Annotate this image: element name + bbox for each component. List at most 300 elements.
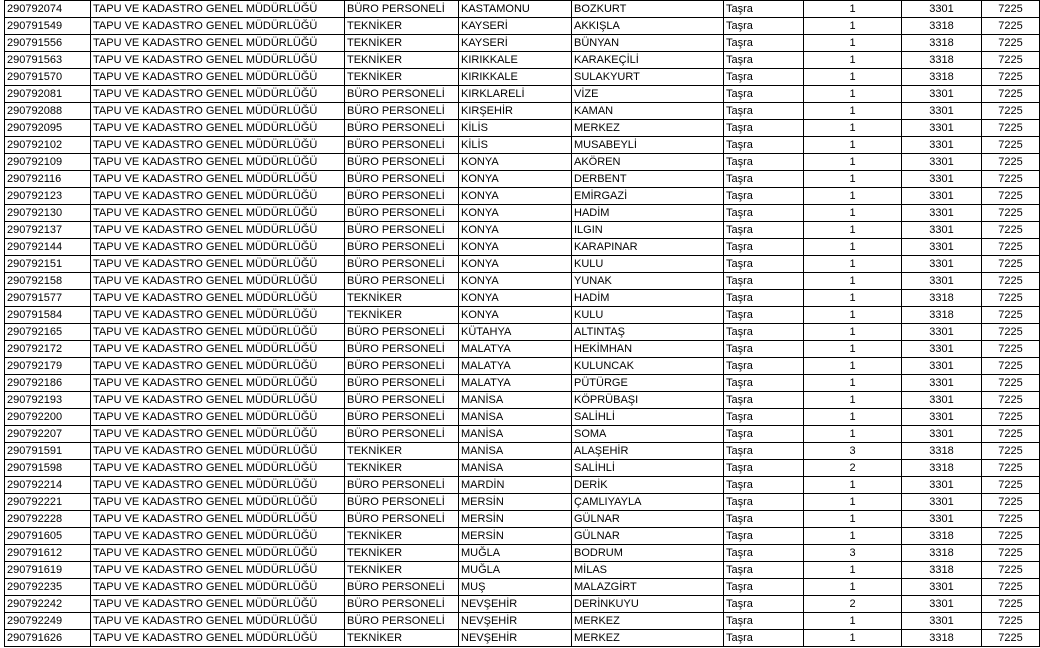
district-cell: KARAPINAR xyxy=(572,239,724,256)
institution-cell: TAPU VE KADASTRO GENEL MÜDÜRLÜĞÜ xyxy=(91,545,345,562)
location-type-cell: Taşra xyxy=(724,137,804,154)
institution-cell: TAPU VE KADASTRO GENEL MÜDÜRLÜĞÜ xyxy=(91,324,345,341)
table-row xyxy=(5,205,1040,222)
title-cell: BÜRO PERSONELİ xyxy=(345,222,459,239)
province-cell: MANİSA xyxy=(459,426,572,443)
province-cell: KIRIKKALE xyxy=(459,52,572,69)
institution-cell: TAPU VE KADASTRO GENEL MÜDÜRLÜĞÜ xyxy=(91,562,345,579)
law-code-cell: 3301 xyxy=(902,103,982,120)
district-cell: SALİHLİ xyxy=(572,409,724,426)
law-code-cell: 3301 xyxy=(902,137,982,154)
quota-cell: 1 xyxy=(804,239,902,256)
law-code-cell: 3301 xyxy=(902,171,982,188)
institution-cell: TAPU VE KADASTRO GENEL MÜDÜRLÜĞÜ xyxy=(91,511,345,528)
position-code-cell: 290792242 xyxy=(5,596,91,613)
quota-cell: 1 xyxy=(804,358,902,375)
province-cell: NEVŞEHİR xyxy=(459,596,572,613)
table-row xyxy=(5,307,1040,324)
district-cell: MUSABEYLİ xyxy=(572,137,724,154)
location-type-cell: Taşra xyxy=(724,477,804,494)
quota-cell: 1 xyxy=(804,1,902,18)
institution-cell: TAPU VE KADASTRO GENEL MÜDÜRLÜĞÜ xyxy=(91,579,345,596)
position-code-cell: 290792179 xyxy=(5,358,91,375)
location-type-cell: Taşra xyxy=(724,392,804,409)
title-cell: BÜRO PERSONELİ xyxy=(345,273,459,290)
location-type-cell: Taşra xyxy=(724,511,804,528)
province-cell: KONYA xyxy=(459,154,572,171)
table-row xyxy=(5,426,1040,443)
title-cell: BÜRO PERSONELİ xyxy=(345,358,459,375)
province-cell: KONYA xyxy=(459,307,572,324)
location-type-cell: Taşra xyxy=(724,103,804,120)
cadre-code-cell: 7225 xyxy=(982,528,1040,545)
cadre-code-cell: 7225 xyxy=(982,137,1040,154)
district-cell: EMİRGAZİ xyxy=(572,188,724,205)
position-table xyxy=(4,0,1040,647)
institution-cell: TAPU VE KADASTRO GENEL MÜDÜRLÜĞÜ xyxy=(91,86,345,103)
quota-cell: 1 xyxy=(804,86,902,103)
title-cell: BÜRO PERSONELİ xyxy=(345,86,459,103)
position-code-cell: 290792235 xyxy=(5,579,91,596)
table-row xyxy=(5,324,1040,341)
quota-cell: 1 xyxy=(804,205,902,222)
cadre-code-cell: 7225 xyxy=(982,613,1040,630)
district-cell: KAMAN xyxy=(572,103,724,120)
cadre-code-cell: 7225 xyxy=(982,358,1040,375)
position-code-cell: 290792172 xyxy=(5,341,91,358)
table-row xyxy=(5,511,1040,528)
position-code-cell: 290792095 xyxy=(5,120,91,137)
province-cell: KİLİS xyxy=(459,137,572,154)
province-cell: MUŞ xyxy=(459,579,572,596)
title-cell: BÜRO PERSONELİ xyxy=(345,477,459,494)
location-type-cell: Taşra xyxy=(724,18,804,35)
cadre-code-cell: 7225 xyxy=(982,256,1040,273)
institution-cell: TAPU VE KADASTRO GENEL MÜDÜRLÜĞÜ xyxy=(91,477,345,494)
quota-cell: 3 xyxy=(804,443,902,460)
quota-cell: 1 xyxy=(804,69,902,86)
law-code-cell: 3301 xyxy=(902,426,982,443)
institution-cell: TAPU VE KADASTRO GENEL MÜDÜRLÜĞÜ xyxy=(91,1,345,18)
province-cell: KIRIKKALE xyxy=(459,69,572,86)
location-type-cell: Taşra xyxy=(724,273,804,290)
table-row xyxy=(5,579,1040,596)
law-code-cell: 3318 xyxy=(902,630,982,647)
institution-cell: TAPU VE KADASTRO GENEL MÜDÜRLÜĞÜ xyxy=(91,341,345,358)
cadre-code-cell: 7225 xyxy=(982,86,1040,103)
cadre-code-cell: 7225 xyxy=(982,103,1040,120)
title-cell: BÜRO PERSONELİ xyxy=(345,171,459,188)
quota-cell: 1 xyxy=(804,494,902,511)
position-code-cell: 290792214 xyxy=(5,477,91,494)
cadre-code-cell: 7225 xyxy=(982,273,1040,290)
institution-cell: TAPU VE KADASTRO GENEL MÜDÜRLÜĞÜ xyxy=(91,494,345,511)
province-cell: MANİSA xyxy=(459,409,572,426)
institution-cell: TAPU VE KADASTRO GENEL MÜDÜRLÜĞÜ xyxy=(91,18,345,35)
cadre-code-cell: 7225 xyxy=(982,18,1040,35)
institution-cell: TAPU VE KADASTRO GENEL MÜDÜRLÜĞÜ xyxy=(91,443,345,460)
quota-cell: 1 xyxy=(804,341,902,358)
quota-cell: 1 xyxy=(804,52,902,69)
location-type-cell: Taşra xyxy=(724,188,804,205)
cadre-code-cell: 7225 xyxy=(982,426,1040,443)
cadre-code-cell: 7225 xyxy=(982,460,1040,477)
quota-cell: 1 xyxy=(804,392,902,409)
quota-cell: 1 xyxy=(804,426,902,443)
district-cell: HADİM xyxy=(572,205,724,222)
title-cell: BÜRO PERSONELİ xyxy=(345,409,459,426)
quota-cell: 1 xyxy=(804,35,902,52)
title-cell: TEKNİKER xyxy=(345,52,459,69)
province-cell: KONYA xyxy=(459,188,572,205)
table-row xyxy=(5,613,1040,630)
table-row xyxy=(5,341,1040,358)
table-row xyxy=(5,1,1040,18)
title-cell: TEKNİKER xyxy=(345,307,459,324)
law-code-cell: 3301 xyxy=(902,188,982,205)
location-type-cell: Taşra xyxy=(724,494,804,511)
province-cell: KONYA xyxy=(459,222,572,239)
institution-cell: TAPU VE KADASTRO GENEL MÜDÜRLÜĞÜ xyxy=(91,613,345,630)
province-cell: MALATYA xyxy=(459,341,572,358)
province-cell: KIRKLARELİ xyxy=(459,86,572,103)
province-cell: KİLİS xyxy=(459,120,572,137)
position-code-cell: 290792151 xyxy=(5,256,91,273)
table-row xyxy=(5,18,1040,35)
title-cell: BÜRO PERSONELİ xyxy=(345,324,459,341)
province-cell: MERSİN xyxy=(459,494,572,511)
position-code-cell: 290792200 xyxy=(5,409,91,426)
title-cell: BÜRO PERSONELİ xyxy=(345,239,459,256)
table-row xyxy=(5,120,1040,137)
law-code-cell: 3301 xyxy=(902,358,982,375)
title-cell: TEKNİKER xyxy=(345,69,459,86)
position-code-cell: 290792102 xyxy=(5,137,91,154)
law-code-cell: 3318 xyxy=(902,18,982,35)
institution-cell: TAPU VE KADASTRO GENEL MÜDÜRLÜĞÜ xyxy=(91,120,345,137)
law-code-cell: 3318 xyxy=(902,443,982,460)
district-cell: ILGIN xyxy=(572,222,724,239)
district-cell: AKÖREN xyxy=(572,154,724,171)
table-row xyxy=(5,188,1040,205)
district-cell: VİZE xyxy=(572,86,724,103)
institution-cell: TAPU VE KADASTRO GENEL MÜDÜRLÜĞÜ xyxy=(91,596,345,613)
position-code-cell: 290791591 xyxy=(5,443,91,460)
title-cell: TEKNİKER xyxy=(345,290,459,307)
position-code-cell: 290791556 xyxy=(5,35,91,52)
district-cell: KULU xyxy=(572,307,724,324)
cadre-code-cell: 7225 xyxy=(982,562,1040,579)
table-row xyxy=(5,562,1040,579)
position-code-cell: 290791605 xyxy=(5,528,91,545)
cadre-code-cell: 7225 xyxy=(982,239,1040,256)
law-code-cell: 3301 xyxy=(902,477,982,494)
cadre-code-cell: 7225 xyxy=(982,171,1040,188)
table-row xyxy=(5,477,1040,494)
district-cell: BOZKURT xyxy=(572,1,724,18)
cadre-code-cell: 7225 xyxy=(982,52,1040,69)
institution-cell: TAPU VE KADASTRO GENEL MÜDÜRLÜĞÜ xyxy=(91,409,345,426)
cadre-code-cell: 7225 xyxy=(982,69,1040,86)
title-cell: BÜRO PERSONELİ xyxy=(345,426,459,443)
table-row xyxy=(5,290,1040,307)
title-cell: TEKNİKER xyxy=(345,630,459,647)
cadre-code-cell: 7225 xyxy=(982,630,1040,647)
table-row xyxy=(5,239,1040,256)
cadre-code-cell: 7225 xyxy=(982,120,1040,137)
location-type-cell: Taşra xyxy=(724,171,804,188)
cadre-code-cell: 7225 xyxy=(982,1,1040,18)
law-code-cell: 3301 xyxy=(902,239,982,256)
position-code-cell: 290792249 xyxy=(5,613,91,630)
district-cell: YUNAK xyxy=(572,273,724,290)
province-cell: MUĞLA xyxy=(459,562,572,579)
province-cell: KAYSERİ xyxy=(459,18,572,35)
quota-cell: 1 xyxy=(804,409,902,426)
location-type-cell: Taşra xyxy=(724,86,804,103)
title-cell: BÜRO PERSONELİ xyxy=(345,256,459,273)
institution-cell: TAPU VE KADASTRO GENEL MÜDÜRLÜĞÜ xyxy=(91,52,345,69)
law-code-cell: 3301 xyxy=(902,409,982,426)
location-type-cell: Taşra xyxy=(724,1,804,18)
quota-cell: 1 xyxy=(804,171,902,188)
position-code-cell: 290792109 xyxy=(5,154,91,171)
district-cell: BÜNYAN xyxy=(572,35,724,52)
location-type-cell: Taşra xyxy=(724,324,804,341)
province-cell: KONYA xyxy=(459,256,572,273)
province-cell: NEVŞEHİR xyxy=(459,630,572,647)
quota-cell: 1 xyxy=(804,528,902,545)
position-code-cell: 290792123 xyxy=(5,188,91,205)
title-cell: TEKNİKER xyxy=(345,545,459,562)
district-cell: PÜTÜRGE xyxy=(572,375,724,392)
table-row xyxy=(5,35,1040,52)
title-cell: TEKNİKER xyxy=(345,460,459,477)
location-type-cell: Taşra xyxy=(724,630,804,647)
table-row xyxy=(5,375,1040,392)
province-cell: KONYA xyxy=(459,273,572,290)
institution-cell: TAPU VE KADASTRO GENEL MÜDÜRLÜĞÜ xyxy=(91,256,345,273)
location-type-cell: Taşra xyxy=(724,239,804,256)
position-code-cell: 290791626 xyxy=(5,630,91,647)
table-row xyxy=(5,86,1040,103)
law-code-cell: 3301 xyxy=(902,222,982,239)
law-code-cell: 3301 xyxy=(902,613,982,630)
law-code-cell: 3318 xyxy=(902,52,982,69)
position-code-cell: 290792228 xyxy=(5,511,91,528)
institution-cell: TAPU VE KADASTRO GENEL MÜDÜRLÜĞÜ xyxy=(91,375,345,392)
location-type-cell: Taşra xyxy=(724,409,804,426)
institution-cell: TAPU VE KADASTRO GENEL MÜDÜRLÜĞÜ xyxy=(91,528,345,545)
quota-cell: 1 xyxy=(804,103,902,120)
location-type-cell: Taşra xyxy=(724,562,804,579)
position-code-cell: 290791598 xyxy=(5,460,91,477)
law-code-cell: 3318 xyxy=(902,35,982,52)
title-cell: BÜRO PERSONELİ xyxy=(345,154,459,171)
institution-cell: TAPU VE KADASTRO GENEL MÜDÜRLÜĞÜ xyxy=(91,630,345,647)
table-row xyxy=(5,545,1040,562)
position-code-cell: 290792088 xyxy=(5,103,91,120)
institution-cell: TAPU VE KADASTRO GENEL MÜDÜRLÜĞÜ xyxy=(91,239,345,256)
law-code-cell: 3301 xyxy=(902,205,982,222)
cadre-code-cell: 7225 xyxy=(982,477,1040,494)
location-type-cell: Taşra xyxy=(724,460,804,477)
cadre-code-cell: 7225 xyxy=(982,290,1040,307)
cadre-code-cell: 7225 xyxy=(982,409,1040,426)
title-cell: BÜRO PERSONELİ xyxy=(345,511,459,528)
position-code-cell: 290791584 xyxy=(5,307,91,324)
district-cell: KULUNCAK xyxy=(572,358,724,375)
table-row xyxy=(5,460,1040,477)
title-cell: BÜRO PERSONELİ xyxy=(345,188,459,205)
district-cell: AKKIŞLA xyxy=(572,18,724,35)
province-cell: KONYA xyxy=(459,290,572,307)
location-type-cell: Taşra xyxy=(724,528,804,545)
location-type-cell: Taşra xyxy=(724,52,804,69)
position-code-cell: 290791563 xyxy=(5,52,91,69)
district-cell: GÜLNAR xyxy=(572,511,724,528)
location-type-cell: Taşra xyxy=(724,120,804,137)
location-type-cell: Taşra xyxy=(724,222,804,239)
quota-cell: 1 xyxy=(804,188,902,205)
title-cell: TEKNİKER xyxy=(345,35,459,52)
law-code-cell: 3318 xyxy=(902,528,982,545)
district-cell: SULAKYURT xyxy=(572,69,724,86)
quota-cell: 2 xyxy=(804,460,902,477)
position-code-cell: 290792116 xyxy=(5,171,91,188)
district-cell: MALAZGİRT xyxy=(572,579,724,596)
position-code-cell: 290792186 xyxy=(5,375,91,392)
province-cell: MANİSA xyxy=(459,460,572,477)
law-code-cell: 3318 xyxy=(902,290,982,307)
cadre-code-cell: 7225 xyxy=(982,307,1040,324)
district-cell: MERKEZ xyxy=(572,613,724,630)
cadre-code-cell: 7225 xyxy=(982,545,1040,562)
province-cell: MARDİN xyxy=(459,477,572,494)
cadre-code-cell: 7225 xyxy=(982,596,1040,613)
table-row xyxy=(5,52,1040,69)
law-code-cell: 3301 xyxy=(902,120,982,137)
province-cell: MALATYA xyxy=(459,375,572,392)
position-code-cell: 290791570 xyxy=(5,69,91,86)
position-code-cell: 290792137 xyxy=(5,222,91,239)
location-type-cell: Taşra xyxy=(724,35,804,52)
district-cell: DERBENT xyxy=(572,171,724,188)
table-row xyxy=(5,256,1040,273)
quota-cell: 3 xyxy=(804,545,902,562)
table-row xyxy=(5,392,1040,409)
table-row xyxy=(5,137,1040,154)
cadre-code-cell: 7225 xyxy=(982,341,1040,358)
table-row xyxy=(5,222,1040,239)
table-row xyxy=(5,273,1040,290)
position-code-cell: 290791612 xyxy=(5,545,91,562)
province-cell: KASTAMONU xyxy=(459,1,572,18)
law-code-cell: 3318 xyxy=(902,545,982,562)
location-type-cell: Taşra xyxy=(724,443,804,460)
district-cell: KÖPRÜBAŞI xyxy=(572,392,724,409)
position-code-cell: 290791549 xyxy=(5,18,91,35)
district-cell: HADİM xyxy=(572,290,724,307)
position-code-cell: 290791577 xyxy=(5,290,91,307)
law-code-cell: 3301 xyxy=(902,273,982,290)
position-code-cell: 290791619 xyxy=(5,562,91,579)
table-row xyxy=(5,528,1040,545)
district-cell: KULU xyxy=(572,256,724,273)
table-row xyxy=(5,596,1040,613)
province-cell: MUĞLA xyxy=(459,545,572,562)
quota-cell: 1 xyxy=(804,613,902,630)
law-code-cell: 3301 xyxy=(902,1,982,18)
institution-cell: TAPU VE KADASTRO GENEL MÜDÜRLÜĞÜ xyxy=(91,171,345,188)
title-cell: BÜRO PERSONELİ xyxy=(345,1,459,18)
location-type-cell: Taşra xyxy=(724,256,804,273)
district-cell: KARAKEÇİLİ xyxy=(572,52,724,69)
law-code-cell: 3318 xyxy=(902,460,982,477)
province-cell: KONYA xyxy=(459,171,572,188)
cadre-code-cell: 7225 xyxy=(982,443,1040,460)
province-cell: MERSİN xyxy=(459,528,572,545)
cadre-code-cell: 7225 xyxy=(982,511,1040,528)
district-cell: GÜLNAR xyxy=(572,528,724,545)
law-code-cell: 3301 xyxy=(902,392,982,409)
district-cell: DERİNKUYU xyxy=(572,596,724,613)
province-cell: KÜTAHYA xyxy=(459,324,572,341)
location-type-cell: Taşra xyxy=(724,69,804,86)
cadre-code-cell: 7225 xyxy=(982,188,1040,205)
title-cell: BÜRO PERSONELİ xyxy=(345,120,459,137)
title-cell: BÜRO PERSONELİ xyxy=(345,392,459,409)
province-cell: KONYA xyxy=(459,205,572,222)
title-cell: TEKNİKER xyxy=(345,443,459,460)
title-cell: BÜRO PERSONELİ xyxy=(345,494,459,511)
location-type-cell: Taşra xyxy=(724,613,804,630)
province-cell: MERSİN xyxy=(459,511,572,528)
quota-cell: 1 xyxy=(804,477,902,494)
position-code-cell: 290792193 xyxy=(5,392,91,409)
institution-cell: TAPU VE KADASTRO GENEL MÜDÜRLÜĞÜ xyxy=(91,358,345,375)
quota-cell: 2 xyxy=(804,596,902,613)
title-cell: TEKNİKER xyxy=(345,528,459,545)
province-cell: NEVŞEHİR xyxy=(459,613,572,630)
institution-cell: TAPU VE KADASTRO GENEL MÜDÜRLÜĞÜ xyxy=(91,69,345,86)
district-cell: MERKEZ xyxy=(572,630,724,647)
position-code-cell: 290792130 xyxy=(5,205,91,222)
position-code-cell: 290792207 xyxy=(5,426,91,443)
table-row xyxy=(5,358,1040,375)
title-cell: BÜRO PERSONELİ xyxy=(345,103,459,120)
table-row xyxy=(5,443,1040,460)
cadre-code-cell: 7225 xyxy=(982,579,1040,596)
quota-cell: 1 xyxy=(804,511,902,528)
institution-cell: TAPU VE KADASTRO GENEL MÜDÜRLÜĞÜ xyxy=(91,35,345,52)
district-cell: HEKİMHAN xyxy=(572,341,724,358)
quota-cell: 1 xyxy=(804,630,902,647)
quota-cell: 1 xyxy=(804,154,902,171)
province-cell: KIRŞEHİR xyxy=(459,103,572,120)
position-code-cell: 290792165 xyxy=(5,324,91,341)
cadre-code-cell: 7225 xyxy=(982,494,1040,511)
province-cell: KONYA xyxy=(459,239,572,256)
table-row xyxy=(5,154,1040,171)
institution-cell: TAPU VE KADASTRO GENEL MÜDÜRLÜĞÜ xyxy=(91,205,345,222)
law-code-cell: 3301 xyxy=(902,511,982,528)
institution-cell: TAPU VE KADASTRO GENEL MÜDÜRLÜĞÜ xyxy=(91,426,345,443)
quota-cell: 1 xyxy=(804,256,902,273)
district-cell: MİLAS xyxy=(572,562,724,579)
institution-cell: TAPU VE KADASTRO GENEL MÜDÜRLÜĞÜ xyxy=(91,222,345,239)
district-cell: SALİHLİ xyxy=(572,460,724,477)
